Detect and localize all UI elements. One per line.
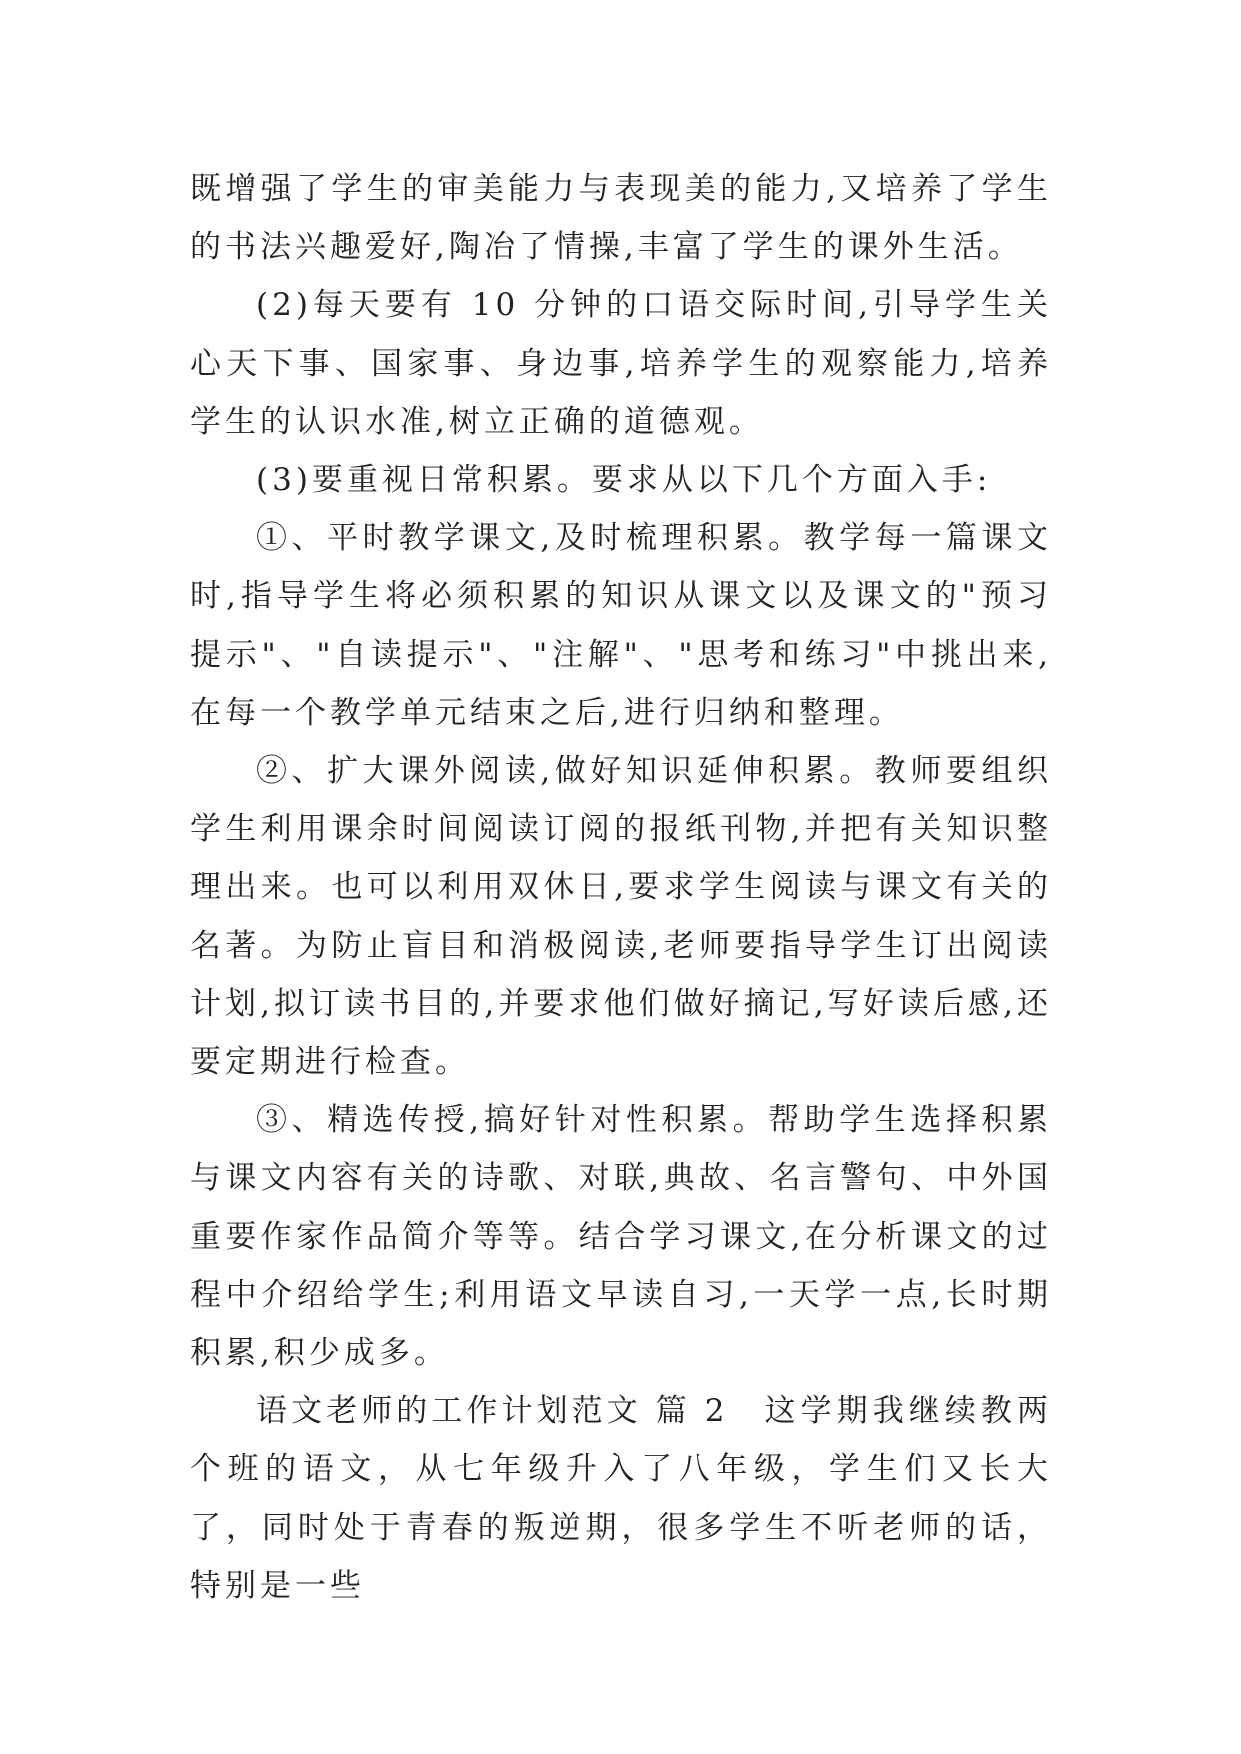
paragraph-1: 既增强了学生的审美能力与表现美的能力,又培养了学生的书法兴趣爱好,陶冶了情操,丰富了学生的课外生活。 (190, 171, 1052, 266)
section-paragraph (190, 1382, 1052, 1615)
paragraph-2: (2)每天要有 10 分钟的口语交际时间,引导学生关心天下事、国家事、身边事,培养学生的观察能力,培养学生的认识水准,树立正确的道德观。 (190, 287, 1052, 440)
paragraph-5: ②、扩大课外阅读,做好知识延伸积累。教师要组织学生利用课余时间阅读订阅的报纸刊物,并把有关知识整理出来。也可以利用双休日,要求学生阅读与课文有关的名著。为防止盲目和消极阅读,老师要指导学生订出阅读计划,拟订读书目的,并要求他们做好摘记,写好读后感,还要定期进行检查。 (190, 753, 1052, 1081)
document-body (190, 160, 1052, 1615)
paragraph-4: ①、平时教学课文,及时梳理积累。教学每一篇课文时,指导学生将必须积累的知识从课文以及课文的"预习提示"、"自读提示"、"注解"、"思考和练习"中挑出来,在每一个教学单元结束之后,进行归纳和整理。 (190, 520, 1052, 731)
section-body: 这学期我继续教两个班的语文，从七年级升入了八年级，学生们又长大了，同时处于青春的叛逆期，很多学生不听老师的话，特别是一些 (190, 1393, 1053, 1604)
paragraph-3: (3)要重视日常积累。要求从以下几个方面入手: (256, 462, 992, 499)
section-title: 语文老师的工作计划范文 篇 2 (256, 1393, 728, 1430)
paragraph-6: ③、精选传授,搞好针对性积累。帮助学生选择积累与课文内容有关的诗歌、对联,典故、名言警句、中外国重要作家作品简介等等。结合学习课文,在分析课文的过程中介绍给学生;利用语文早读自习,一天学一点,长时期积累,积少成多。 (190, 1102, 1052, 1372)
